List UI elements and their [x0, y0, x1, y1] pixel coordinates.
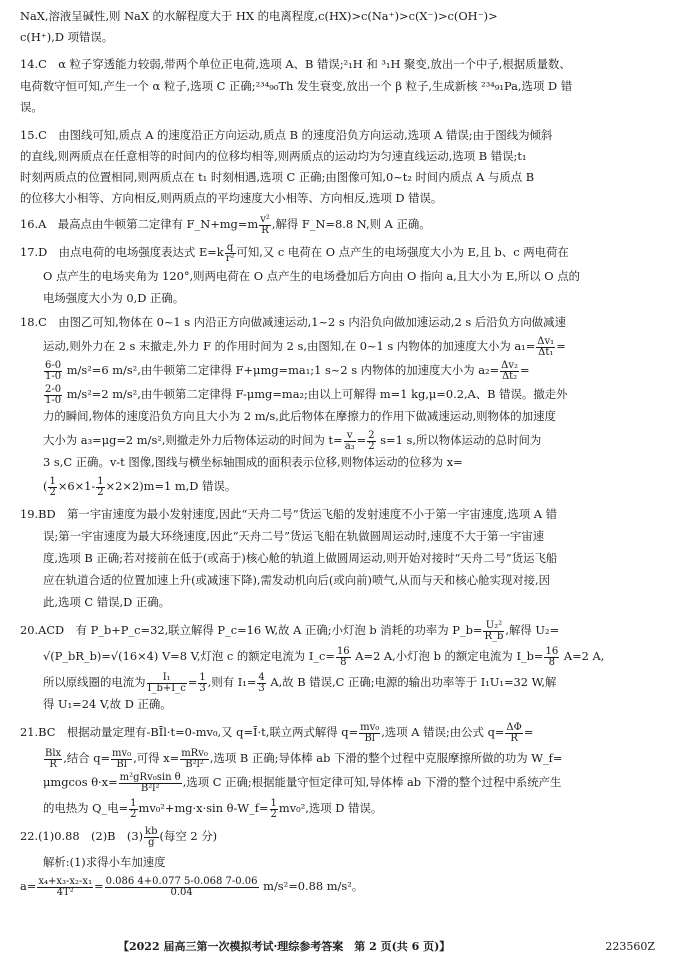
fraction: $\frac{0.086 4+0.077 5-0.068 7-0.06}{0.04}$	[105, 875, 258, 898]
fraction: $\frac{\text{m²gRv₀sin θ}}{\text{B²l²}}$	[119, 771, 181, 794]
text-line: O 点产生的电场夹角为 120°,则两电荷在 O 点产生的电场叠加后方向由 O 指向 a,且大小为 E,所以 O 点的	[43, 269, 581, 283]
fraction: $\frac{1}{3}$	[199, 671, 206, 694]
text-line: c(H⁺),D 项错误。	[20, 30, 114, 44]
text-line: ( $\frac{1}{2}$ ×6×1- $\frac{1}{2}$ ×2×2)m=1 m,D 错误。	[43, 475, 237, 498]
text-line: 的直线,则两质点在任意相等的时间内的位移均相等,则两质点的运动均为匀速直线运动,选项 B 错误;t₁	[20, 149, 527, 163]
fraction: $\frac{4}{3}$	[258, 671, 265, 694]
text-line: 误;第一宇宙速度为最大环绕速度,因此“天舟二号”货运飞船在轨做圆周运动时,速度不大于第一宇宙速	[43, 529, 545, 543]
text-line: 力的瞬间,物体的速度沿负方向且大小为 2 m/s,此后物体在摩擦力的作用下做减速运动,则物体的加速度	[43, 409, 556, 423]
fraction: $\frac{kb}{g}$	[145, 825, 158, 848]
text-line: 得 U₁=24 V,故 D 正确。	[43, 697, 172, 711]
fraction: $\frac{16}{8}$	[545, 645, 559, 668]
fraction: $\frac{6-0}{1-0}$	[45, 359, 62, 382]
text-line: 21.BC 根据动量定理有-BĪl·t=0-mv₀,又 q=Ī·t,联立两式解得 q= $\frac{\text{mv₀}}{Bl}$ ,选项 A 错误;由公式 q= $\frac{\Delta\Phi}{R}$ =	[20, 721, 534, 744]
fraction: $\frac{1}{2}$	[130, 797, 137, 820]
text-line: 应在轨道合适的位置加速上升(或减速下降),需发动机向后(或向前)喷气,从而与天和核心舱实现对接,因	[43, 573, 551, 587]
text-line: 误。	[20, 100, 43, 114]
text-line: $\frac{6-0}{1-0}$ m/s²=6 m/s²,由牛顿第二定律得 F+μmg=ma₁;1 s~2 s 内物体的加速度大小为 a₂= $\frac{\text{Δv₂}}{\text{Δt₂}}$ =	[45, 359, 530, 382]
fraction: $\frac{q}{\text{r²}}$	[225, 241, 235, 264]
fraction: $\frac{\text{mRv₀}}{\text{B²l²}}$	[181, 747, 208, 770]
fraction: $\frac{\text{I₁}}{I\_b+I\_c}$	[147, 671, 186, 694]
text-line: 度,选项 B 正确;若对接前在低于(或高于)核心舱的轨道上做圆周运动,则开始对接时“天舟二号”货运飞船	[43, 551, 558, 565]
text-line: 此,选项 C 错误,D 正确。	[43, 595, 171, 609]
text-line: 15.C 由图线可知,质点 A 的速度沿正方向运动,质点 B 的速度沿负方向运动,选项 A 错误;由于图线为倾斜	[20, 128, 553, 142]
text-line: 的电热为 Q_电= $\frac{1}{2}$ mv₀²+mg·x·sin θ-W_f= $\frac{1}{2}$ mv₀²,选项 D 错误。	[43, 797, 383, 820]
footer-title: 【2022 届高三第一次模拟考试·理综参考答案 第 2 页(共 6 页)】	[118, 940, 451, 953]
fraction: $\frac{\text{Δv₁}}{\text{Δt₁}}$	[537, 335, 555, 358]
fraction: $\frac{\text{v²}}{R}$	[260, 213, 270, 236]
text-line: 电荷数守恒可知,产生一个 α 粒子,选项 C 正确;²³⁴₉₀Th 发生衰变,放出一个 β 粒子,生成新核 ²³⁴₉₁Pa,选项 D 错	[20, 79, 573, 93]
fraction: $\frac{16}{8}$	[336, 645, 350, 668]
text-line: 大小为 a₃=μg=2 m/s²,则撤走外力后物体运动的时间为 t= $\frac{v}{\text{a₃}}$ = $\frac{2}{2}$ s=1 s,所以物体运动的总时间为	[43, 429, 542, 452]
fraction: $\frac{\Delta\Phi}{R}$	[506, 721, 522, 744]
fraction: $\frac{2-0}{1-0}$	[45, 383, 62, 406]
text-line: 14.C α 粒子穿透能力较弱,带两个单位正电荷,选项 A、B 错误;²₁H 和 ³₁H 聚变,放出一个中子,根据质量数、	[20, 57, 571, 71]
text-line: 19.BD 第一宇宙速度为最小发射速度,因此“天舟二号”货运飞船的发射速度不小于第一宇宙速度,选项 A 错	[20, 507, 557, 521]
text-line: 所以原线圈的电流为 $\frac{\text{I₁}}{I\_b+I\_c}$ = $\frac{1}{3}$ ,则有 I₁= $\frac{4}{3}$ A,故 B 错误,C 正确;电源的输出功率等于 I₁U₁=32 W,解	[43, 671, 557, 694]
fraction: $\frac{1}{2}$	[49, 475, 56, 498]
text-line: 的位移大小相等、方向相反,则两质点的平均速度大小相等、方向相反,选项 D 错误。	[20, 191, 443, 205]
text-line: 22.(1)0.88 (2)B (3) $\frac{kb}{g}$ (每空 2 分)	[20, 825, 218, 848]
fraction: $\frac{\text{Δv₂}}{\text{Δt₂}}$	[501, 359, 519, 382]
text-line: 20.ACD 有 P_b+P_c=32,联立解得 P_c=16 W,故 A 正确;小灯泡 b 消耗的功率为 P_b= $\frac{\text{U₂²}}{R\_b}$ ,解得 U₂=	[20, 619, 560, 642]
text-line: a= $\frac{\text{x₄+x₃-x₂-x₁}}{\text{4T²}}$ = $\frac{0.086 4+0.077 5-0.068 7-0.06}{0.04}$ m/s²=0.88 m/s²。	[20, 875, 364, 898]
text-line: 时刻两质点的位置相同,则两质点在 t₁ 时刻相遇,选项 C 正确;由图像可知,0~t₂ 时间内质点 A 与质点 B	[20, 170, 535, 184]
text-line: 17.D 由点电荷的电场强度表达式 E=k $\frac{q}{\text{r²}}$ 可知,又 c 电荷在 O 点产生的电场强度大小为 E,且 b、c 两电荷在	[20, 241, 569, 264]
text-line: √(P_bR_b)=√(16×4) V=8 V,灯泡 c 的额定电流为 I_c= $\frac{16}{8}$ A=2 A,小灯泡 b 的额定电流为 I_b= $\frac{16}{8}$ A=2 A,	[43, 645, 605, 668]
text-line: 16.A 最高点由牛顿第二定律有 F_N+mg=m $\frac{\text{v²}}{R}$ ,解得 F_N=8.8 N,则 A 正确。	[20, 213, 431, 236]
text-line: μmgcos θ·x= $\frac{\text{m²gRv₀sin θ}}{\text{B²l²}}$ ,选项 C 正确;根据能量守恒定律可知,导体棒 ab 下滑的整个过程中系统产生	[43, 771, 562, 794]
fraction: $\frac{\text{mv₀}}{Bl}$	[360, 721, 380, 744]
text-line: 电场强度大小为 0,D 正确。	[43, 291, 185, 305]
text-line: 3 s,C 正确。v-t 图像,图线与横坐标轴围成的面积表示位移,则物体运动的位移为 x=	[43, 455, 463, 469]
text-line: 运动,则外力在 2 s 末撤走,外力 F 的作用时间为 2 s,由图知,在 0~1 s 内物体的加速度大小为 a₁= $\frac{\text{Δv₁}}{\text{Δt₁}}$ =	[43, 335, 566, 358]
fraction: $\frac{1}{2}$	[270, 797, 277, 820]
fraction: $\frac{\text{U₂²}}{R\_b}$	[484, 619, 504, 642]
text-line: $\frac{\text{Blx}}{R}$ ,结合 q= $\frac{\text{mv₀}}{Bl}$ ,可得 x= $\frac{\text{mRv₀}}{\text{B²l²}}$ ,选项 B 正确;导体棒 ab 下滑的整个过程中克服摩擦所做的功为 W_f=	[45, 747, 563, 770]
fraction: $\frac{1}{2}$	[97, 475, 104, 498]
text-line: 18.C 由图乙可知,物体在 0~1 s 内沿正方向做减速运动,1~2 s 内沿负向做加速运动,2 s 后沿负方向做减速	[20, 315, 566, 329]
fraction: $\frac{v}{\text{a₃}}$	[344, 429, 355, 452]
fraction: $\frac{2}{2}$	[368, 429, 375, 452]
text-line: 解析:(1)求得小车加速度	[43, 855, 166, 869]
text-line: NaX,溶液呈碱性,则 NaX 的水解程度大于 HX 的电离程度,c(HX)>c(Na⁺)>c(X⁻)>c(OH⁻)>	[20, 9, 498, 23]
fraction: $\frac{\text{x₄+x₃-x₂-x₁}}{\text{4T²}}$	[38, 875, 93, 898]
text-line: $\frac{2-0}{1-0}$ m/s²=2 m/s²,由牛顿第二定律得 F-μmg=ma₂;由以上可解得 m=1 kg,μ=0.2,A、B 错误。撤走外	[45, 383, 568, 406]
fraction: $\frac{\text{Blx}}{R}$	[45, 747, 62, 770]
footer-code: 223560Z	[605, 940, 655, 953]
fraction: $\frac{\text{mv₀}}{Bl}$	[112, 747, 132, 770]
